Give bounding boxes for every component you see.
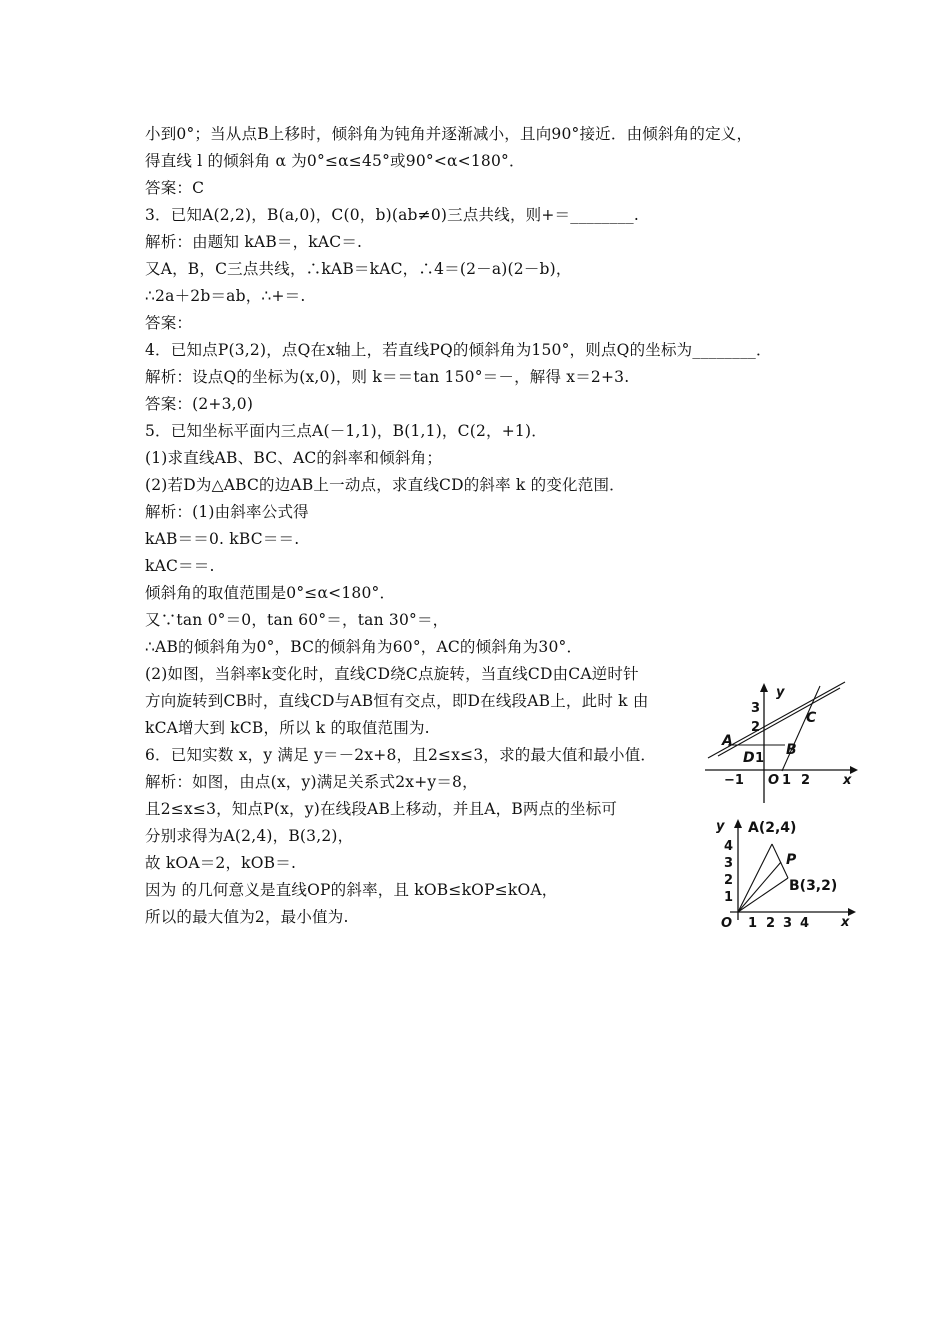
text-line-19: 又∵tan 0°＝0，tan 60°＝，tan 30°＝，: [145, 611, 449, 629]
text-line-16: kAB＝＝0. kBC＝＝.: [145, 530, 300, 548]
point-d-label: D: [743, 750, 755, 766]
line-cb: [782, 686, 820, 771]
text-line-26: 且2≤x≤3，知点P(x，y)在线段AB上移动，并且A，B两点的坐标可: [145, 800, 618, 818]
text-line-2: 得直线 l 的倾斜角 α 为0°≤α≤45°或90°<α<180°．: [145, 152, 525, 170]
tick-y-1: 1: [724, 890, 734, 905]
text-line-21: (2)如图，当斜率k变化时，直线CD绕C点旋转，当直线CD由CA逆时针: [145, 665, 639, 683]
tick-y-4: 4: [724, 839, 734, 854]
tick-x-4: 4: [800, 916, 810, 931]
y-tick-1-label: 1: [755, 751, 765, 766]
point-b-label: B(3,2): [789, 878, 838, 894]
text-line-7: ∴2a＋2b＝ab，∴+＝.: [145, 287, 306, 305]
text-line-8: 答案：: [145, 314, 193, 332]
origin-label: O: [721, 916, 733, 931]
text-line-27: 分别求得为A(2,4)，B(3,2)，: [145, 827, 354, 845]
text-line-4: 3．已知A(2,2)，B(a,0)，C(0，b)(ab≠0)三点共线，则+＝________.: [145, 206, 639, 224]
tick-x-2: 2: [801, 773, 811, 788]
origin-label: O: [768, 773, 780, 788]
text-line-17: kAC＝＝.: [145, 557, 215, 575]
tick-x-3: 3: [783, 916, 793, 931]
y-axis-arrow: [734, 819, 742, 828]
tick-x-2: 2: [766, 916, 776, 931]
tick-y-2: 2: [724, 873, 734, 888]
point-a-label: A(2,4): [748, 820, 797, 836]
figure-ac-bc-lines: [700, 678, 860, 808]
text-line-1: 小到0°；当从点B上移时，倾斜角为钝角并逐渐减小，且向90°接近．由倾斜角的定义，: [145, 125, 753, 143]
text-line-20: ∴AB的倾斜角为0°，BC的倾斜角为60°，AC的倾斜角为30°．: [145, 638, 583, 656]
tick-y-3: 3: [751, 701, 761, 716]
x-axis-label: x: [841, 915, 850, 930]
text-line-6: 又A，B，C三点共线，∴kAB＝kAC，∴4＝(2－a)(2－b)，: [145, 260, 572, 278]
tick-x-1: 1: [748, 916, 758, 931]
text-line-28: 故 kOA＝2，kOB＝.: [145, 854, 297, 872]
text-line-14: (2)若D为△ABC的边AB上一动点，求直线CD的斜率 k 的变化范围．: [145, 476, 625, 494]
y-axis-arrow: [760, 683, 768, 692]
tick-x-1: 1: [782, 773, 792, 788]
tick-x-minus1: −1: [724, 773, 744, 788]
text-line-18: 倾斜角的取值范围是0°≤α<180°．: [145, 584, 396, 602]
text-line-15: 解析：(1)由斜率公式得: [145, 503, 309, 521]
text-line-10: 解析：设点Q的坐标为(x,0)，则 k＝＝tan 150°＝－，解得 x＝2+3.: [145, 368, 630, 386]
text-line-13: (1)求直线AB、BC、AC的斜率和倾斜角；: [145, 449, 443, 467]
text-line-5: 解析：由题知 kAB＝，kAC＝.: [145, 233, 363, 251]
text-line-12: 5．已知坐标平面内三点A(－1,1)，B(1,1)，C(2，+1)．: [145, 422, 547, 440]
y-axis-label: y: [716, 819, 725, 834]
text-line-23: kCA增大到 kCB，所以 k 的取值范围为.: [145, 719, 430, 737]
text-line-9: 4．已知点P(3,2)，点Q在x轴上，若直线PQ的倾斜角为150°，则点Q的坐标为________．: [145, 341, 772, 359]
point-a-label: A: [722, 733, 733, 749]
text-line-25: 解析：如图，由点(x，y)满足关系式2x+y＝8，: [145, 773, 478, 791]
point-p-label: P: [786, 852, 797, 868]
text-line-29: 因为 的几何意义是直线OP的斜率，且 kOB≤kOP≤kOA，: [145, 881, 558, 899]
tick-y-2: 2: [751, 720, 761, 735]
figure-segment-ab-op: [710, 814, 860, 934]
text-line-30: 所以的最大值为2，最小值为.: [145, 908, 349, 926]
x-axis-label: x: [843, 773, 852, 788]
point-c-label: C: [806, 710, 817, 726]
text-line-22: 方向旋转到CB时，直线CD与AB恒有交点，即D在线段AB上，此时 k 由: [145, 692, 649, 710]
point-b-label: B: [786, 742, 797, 758]
tick-y-3: 3: [724, 856, 734, 871]
text-line-24: 6．已知实数 x，y 满足 y＝－2x+8，且2≤x≤3，求的最大值和最小值．: [145, 746, 657, 764]
text-line-11: 答案：(2+3,0): [145, 395, 254, 413]
text-line-3: 答案：C: [145, 179, 205, 197]
y-axis-label: y: [776, 685, 785, 700]
